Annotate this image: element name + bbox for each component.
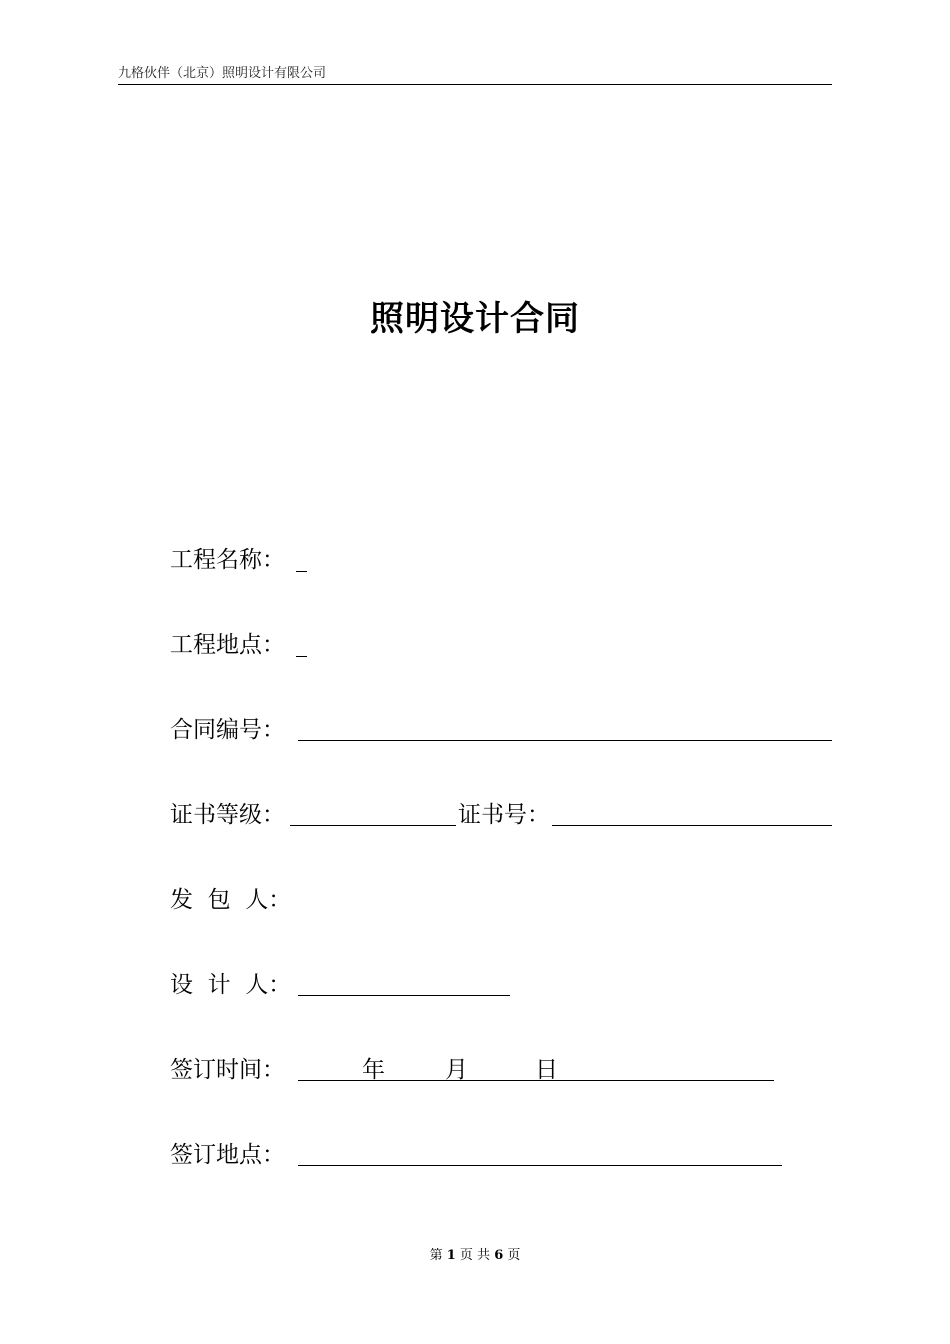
footer-current-page: 1	[446, 1248, 456, 1263]
header-company-name: 九格伙伴（北京）照明设计有限公司	[118, 66, 327, 81]
field-project-location-blank[interactable]	[296, 656, 307, 657]
footer-prefix: 第	[429, 1248, 443, 1263]
field-certificate-number-blank[interactable]	[552, 825, 832, 826]
field-designer-label: 设 计 人：	[170, 972, 292, 998]
field-project-location-label: 工程地点：	[170, 632, 285, 658]
field-project-name-label: 工程名称：	[170, 547, 285, 573]
field-contract-number-label: 合同编号：	[170, 717, 285, 743]
page-footer	[0, 1246, 950, 1266]
date-year-label: 年	[362, 1057, 385, 1083]
footer-total-pages: 6	[494, 1248, 504, 1263]
footer-suffix: 页	[507, 1248, 521, 1263]
field-sign-place-label: 签订地点：	[170, 1142, 285, 1168]
page-header	[118, 64, 832, 85]
field-certificate-grade-blank[interactable]	[290, 825, 456, 826]
field-sign-place-blank[interactable]	[298, 1165, 782, 1166]
field-sign-time-label: 签订时间：	[170, 1057, 285, 1083]
document-title: 照明设计合同	[370, 299, 580, 339]
date-month-label: 月	[445, 1057, 468, 1083]
field-project-name-blank[interactable]	[296, 571, 307, 572]
field-certificate-grade-label: 证书等级：	[170, 802, 285, 828]
date-day-label: 日	[535, 1057, 558, 1083]
field-certificate-number-label: 证书号：	[458, 802, 550, 828]
field-designer-blank[interactable]	[298, 995, 510, 996]
field-contract-number-blank[interactable]	[298, 740, 832, 741]
footer-middle: 页 共	[459, 1248, 491, 1263]
field-employer-label: 发 包 人：	[170, 887, 292, 913]
